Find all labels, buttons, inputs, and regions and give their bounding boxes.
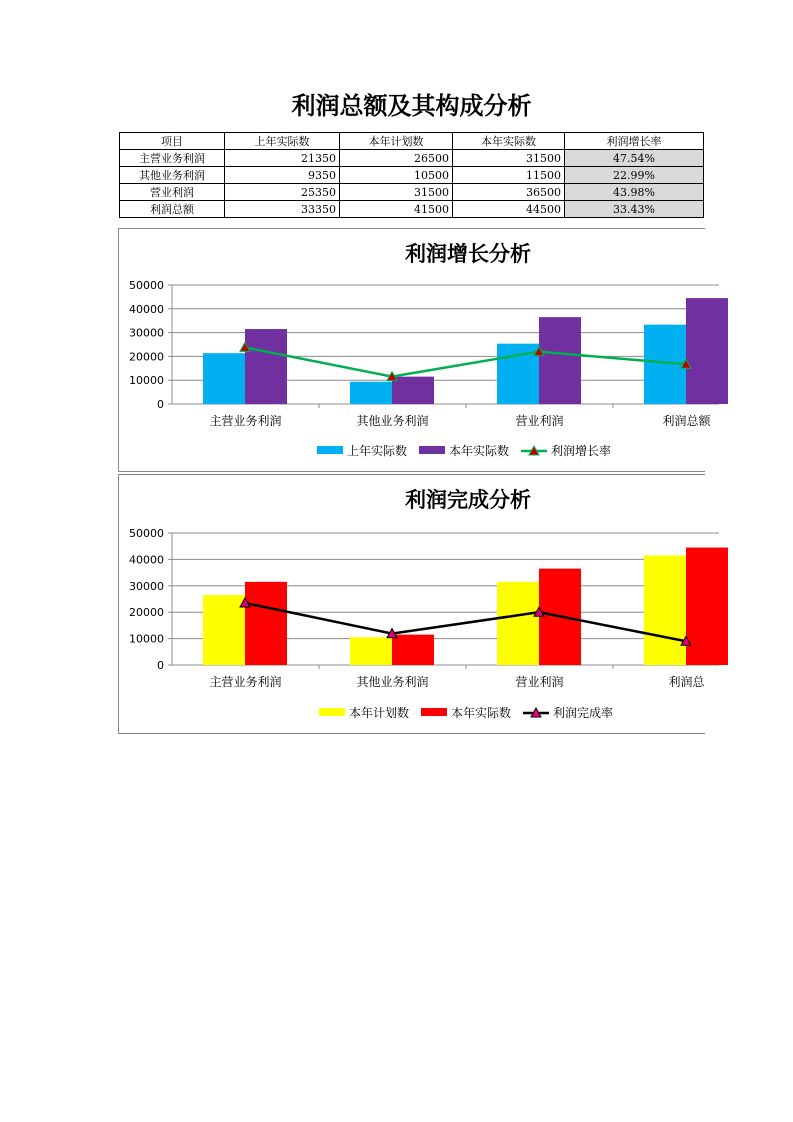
x-tick-label: 营业利润 (515, 675, 564, 689)
table-row (120, 184, 704, 201)
table-row (120, 150, 704, 167)
cell-growth-rate: 33.43% (565, 201, 704, 218)
legend-label: 利润增长率 (551, 444, 612, 458)
cell-this-year-plan: 41500 (340, 201, 453, 218)
chart-title: 利润增长分析 (405, 242, 531, 266)
legend-label: 本年实际数 (451, 706, 512, 720)
profit-table (119, 132, 704, 218)
legend-swatch (421, 708, 447, 716)
legend-label: 本年实际数 (449, 444, 510, 458)
bar (350, 382, 392, 404)
bar (245, 329, 287, 404)
cell-last-year-actual: 21350 (225, 150, 340, 167)
y-tick-label: 30000 (129, 326, 164, 340)
x-tick-label: 营业利润 (515, 414, 564, 428)
bar (497, 582, 539, 665)
header-last-year-actual: 上年实际数 (225, 133, 340, 150)
cell-this-year-plan: 26500 (340, 150, 453, 167)
y-tick-label: 50000 (129, 279, 164, 292)
cell-last-year-actual: 25350 (225, 184, 340, 201)
x-tick-label: 其他业务利润 (356, 414, 429, 428)
cell-growth-rate: 47.54% (565, 150, 704, 167)
cell-this-year-actual: 11500 (453, 167, 565, 184)
row-name: 主营业务利润 (120, 150, 225, 167)
chart-title: 利润完成分析 (405, 488, 531, 512)
series-line (245, 603, 686, 641)
cell-last-year-actual: 9350 (225, 167, 340, 184)
y-tick-label: 10000 (129, 632, 164, 646)
completion-chart (118, 474, 705, 734)
cell-this-year-actual: 31500 (453, 150, 565, 167)
x-tick-label: 利润总 (668, 675, 705, 689)
header-this-year-actual: 本年实际数 (453, 133, 565, 150)
bar (203, 353, 245, 404)
bar (350, 637, 392, 665)
legend-label: 利润完成率 (553, 706, 614, 720)
bar (392, 635, 434, 665)
y-tick-label: 50000 (129, 527, 164, 540)
bar (245, 582, 287, 665)
header-item: 项目 (120, 133, 225, 150)
y-tick-label: 0 (157, 398, 164, 411)
y-tick-label: 40000 (129, 302, 164, 316)
legend-label: 上年实际数 (347, 444, 408, 458)
bar (644, 555, 686, 665)
growth-chart-svg (119, 229, 711, 471)
cell-this-year-plan: 10500 (340, 167, 453, 184)
legend-swatch (317, 446, 343, 454)
table-row (120, 201, 704, 218)
y-tick-label: 20000 (129, 350, 164, 364)
cell-this-year-plan: 31500 (340, 184, 453, 201)
legend-label: 本年计划数 (349, 706, 410, 720)
header-this-year-plan: 本年计划数 (340, 133, 453, 150)
document-title: 利润总额及其构成分析 (291, 92, 532, 120)
x-tick-label: 利润总额 (662, 414, 711, 428)
cell-growth-rate: 22.99% (565, 167, 704, 184)
x-tick-label: 主营业务利润 (209, 414, 282, 428)
legend-swatch (419, 446, 445, 454)
bar (686, 548, 728, 665)
header-growth-rate: 利润增长率 (565, 133, 704, 150)
bar (539, 317, 581, 404)
y-tick-label: 0 (157, 659, 164, 672)
y-tick-label: 30000 (129, 579, 164, 593)
growth-chart (118, 228, 711, 472)
y-tick-label: 10000 (129, 374, 164, 388)
completion-chart-svg (119, 475, 705, 733)
cell-last-year-actual: 33350 (225, 201, 340, 218)
cell-this-year-actual: 44500 (453, 201, 565, 218)
cell-growth-rate: 43.98% (565, 184, 704, 201)
table-row (120, 167, 704, 184)
y-tick-label: 20000 (129, 606, 164, 620)
bar (686, 298, 728, 404)
row-name: 其他业务利润 (120, 167, 225, 184)
cell-this-year-actual: 36500 (453, 184, 565, 201)
series-line (245, 347, 686, 376)
legend-swatch (319, 708, 345, 716)
y-tick-label: 40000 (129, 553, 164, 567)
bar (392, 377, 434, 404)
bar (203, 595, 245, 665)
table-header-row (120, 133, 704, 150)
x-tick-label: 其他业务利润 (356, 675, 429, 689)
row-name: 利润总额 (120, 201, 225, 218)
x-tick-label: 主营业务利润 (209, 675, 282, 689)
row-name: 营业利润 (120, 184, 225, 201)
